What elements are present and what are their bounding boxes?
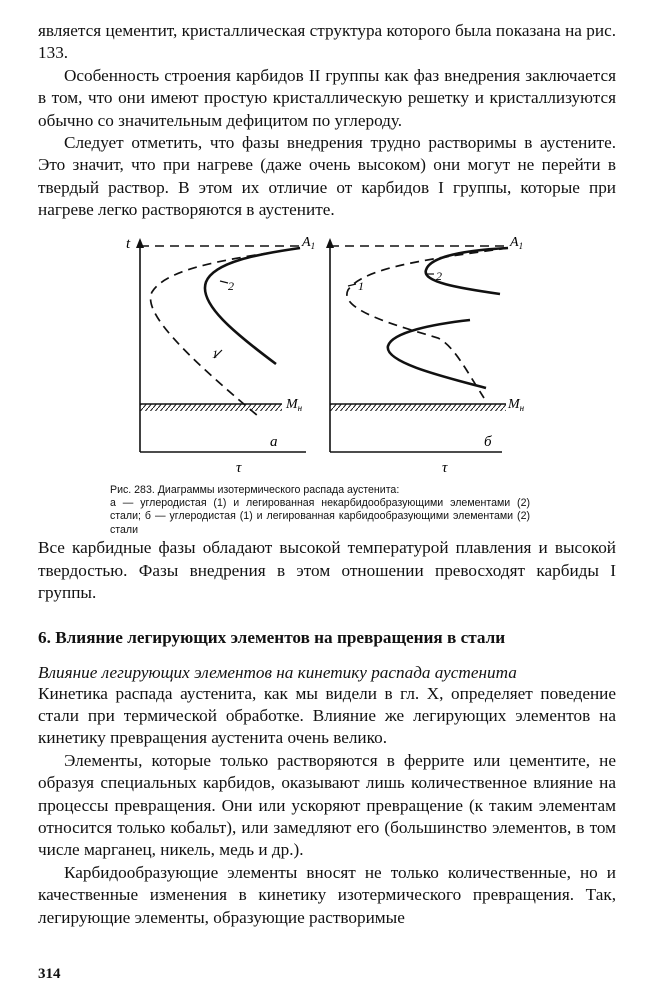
paragraph-7: Карбидообразующие элементы вносят не только количественные, но и качественные изменения в кинетику изотермического превращения. Так, легирующие элементы, образующие растворимые bbox=[38, 862, 616, 927]
panel-b-letter: б bbox=[484, 433, 492, 450]
panel-a-curve-1-label: 1 bbox=[212, 346, 218, 361]
y-axis-label: t bbox=[126, 235, 131, 252]
subsection-title: Влияние легирующих элементов на кинетику распада аустенита bbox=[38, 662, 517, 682]
paragraph-2: Особенность строения карбидов II группы как фаз внедрения заключается в том, что они имеют простую кристаллическую решетку и кристаллизуются обычно со значительным дефицитом по углероду. bbox=[38, 65, 616, 130]
paragraph-4: Все карбидные фазы обладают высокой температурой плавления и высокой твердостью. Фазы внедрения в этом отношении превосходят карбиды I группы. bbox=[38, 538, 616, 603]
page-content bbox=[38, 20, 616, 929]
panel-a-x-label: τ bbox=[236, 459, 242, 476]
caption-title: Рис. 283. Диаграммы изотермического распада аустенита: bbox=[110, 483, 400, 496]
caption-body: а — углеродистая (1) и легированная некарбидообразующими элементами (2) стали; б — углеродистая (1) и легированная карбидообразующими элементами (2) стали bbox=[110, 497, 530, 536]
panel-b-mn-label: $M_н$ bbox=[508, 396, 525, 413]
figure-283 bbox=[38, 234, 616, 476]
panel-b-label-1-leader bbox=[348, 284, 356, 286]
panel-b-curve-2-lower bbox=[388, 320, 486, 388]
panel-a-curve-1 bbox=[151, 248, 300, 416]
panel-a-label-2-leader bbox=[220, 281, 228, 283]
paragraph-5: Кинетика распада аустенита, как мы видели в гл. X, определяет поведение стали при термической обработке. Влияние же легирующих элементов на кинетику превращения аустенита очень велико. bbox=[38, 683, 616, 748]
section-title: 6. Влияние легирующих элементов на превращения в стали bbox=[38, 627, 506, 647]
panel-a-mn-label: $M_н$ bbox=[286, 396, 303, 413]
paragraph-6: Элементы, которые только растворяются в феррите или цементите, не образуя специальных карбидов, оказывают лишь количественное влияние на процессы превращения. Они или ускоряют превращение (к таким элементам относится только кобальт), или замедляют его (большинство элементов, в том числе марганец, никель, медь и др.). bbox=[38, 750, 616, 860]
isothermal-diagram bbox=[38, 234, 616, 476]
panel-b-diagram bbox=[326, 235, 525, 476]
figure-caption bbox=[110, 484, 530, 538]
panel-b-curve-1 bbox=[347, 248, 508, 398]
panel-a-a1-label: $A_1$ bbox=[302, 234, 316, 251]
paragraph-1: является цементит, кристаллическая структура которого была показана на рис. 133. bbox=[38, 21, 616, 63]
panel-b-a1-label: $A_1$ bbox=[510, 234, 524, 251]
panel-a-letter: a bbox=[270, 433, 278, 450]
panel-b-curve-1-label: 1 bbox=[358, 278, 364, 293]
panel-a-curve-2-label: 2 bbox=[228, 278, 234, 293]
panel-b-curve-2-label: 2 bbox=[436, 268, 442, 283]
panel-b-mn-hatch bbox=[330, 404, 506, 411]
panel-b-x-label: τ bbox=[442, 459, 448, 476]
panel-a-diagram bbox=[126, 235, 315, 476]
panel-a-mn-hatch bbox=[140, 404, 282, 411]
page-number: 314 bbox=[38, 966, 61, 982]
paragraph-3: Следует отметить, что фазы внедрения трудно растворимы в аустените. Это значит, что при нагреве (даже очень высоком) они могут не перейти в твердый раствор. В этом их отличие от карбидов I группы, которые при нагреве легко растворяются в аустените. bbox=[38, 133, 616, 220]
panel-a-curve-2 bbox=[205, 248, 300, 364]
